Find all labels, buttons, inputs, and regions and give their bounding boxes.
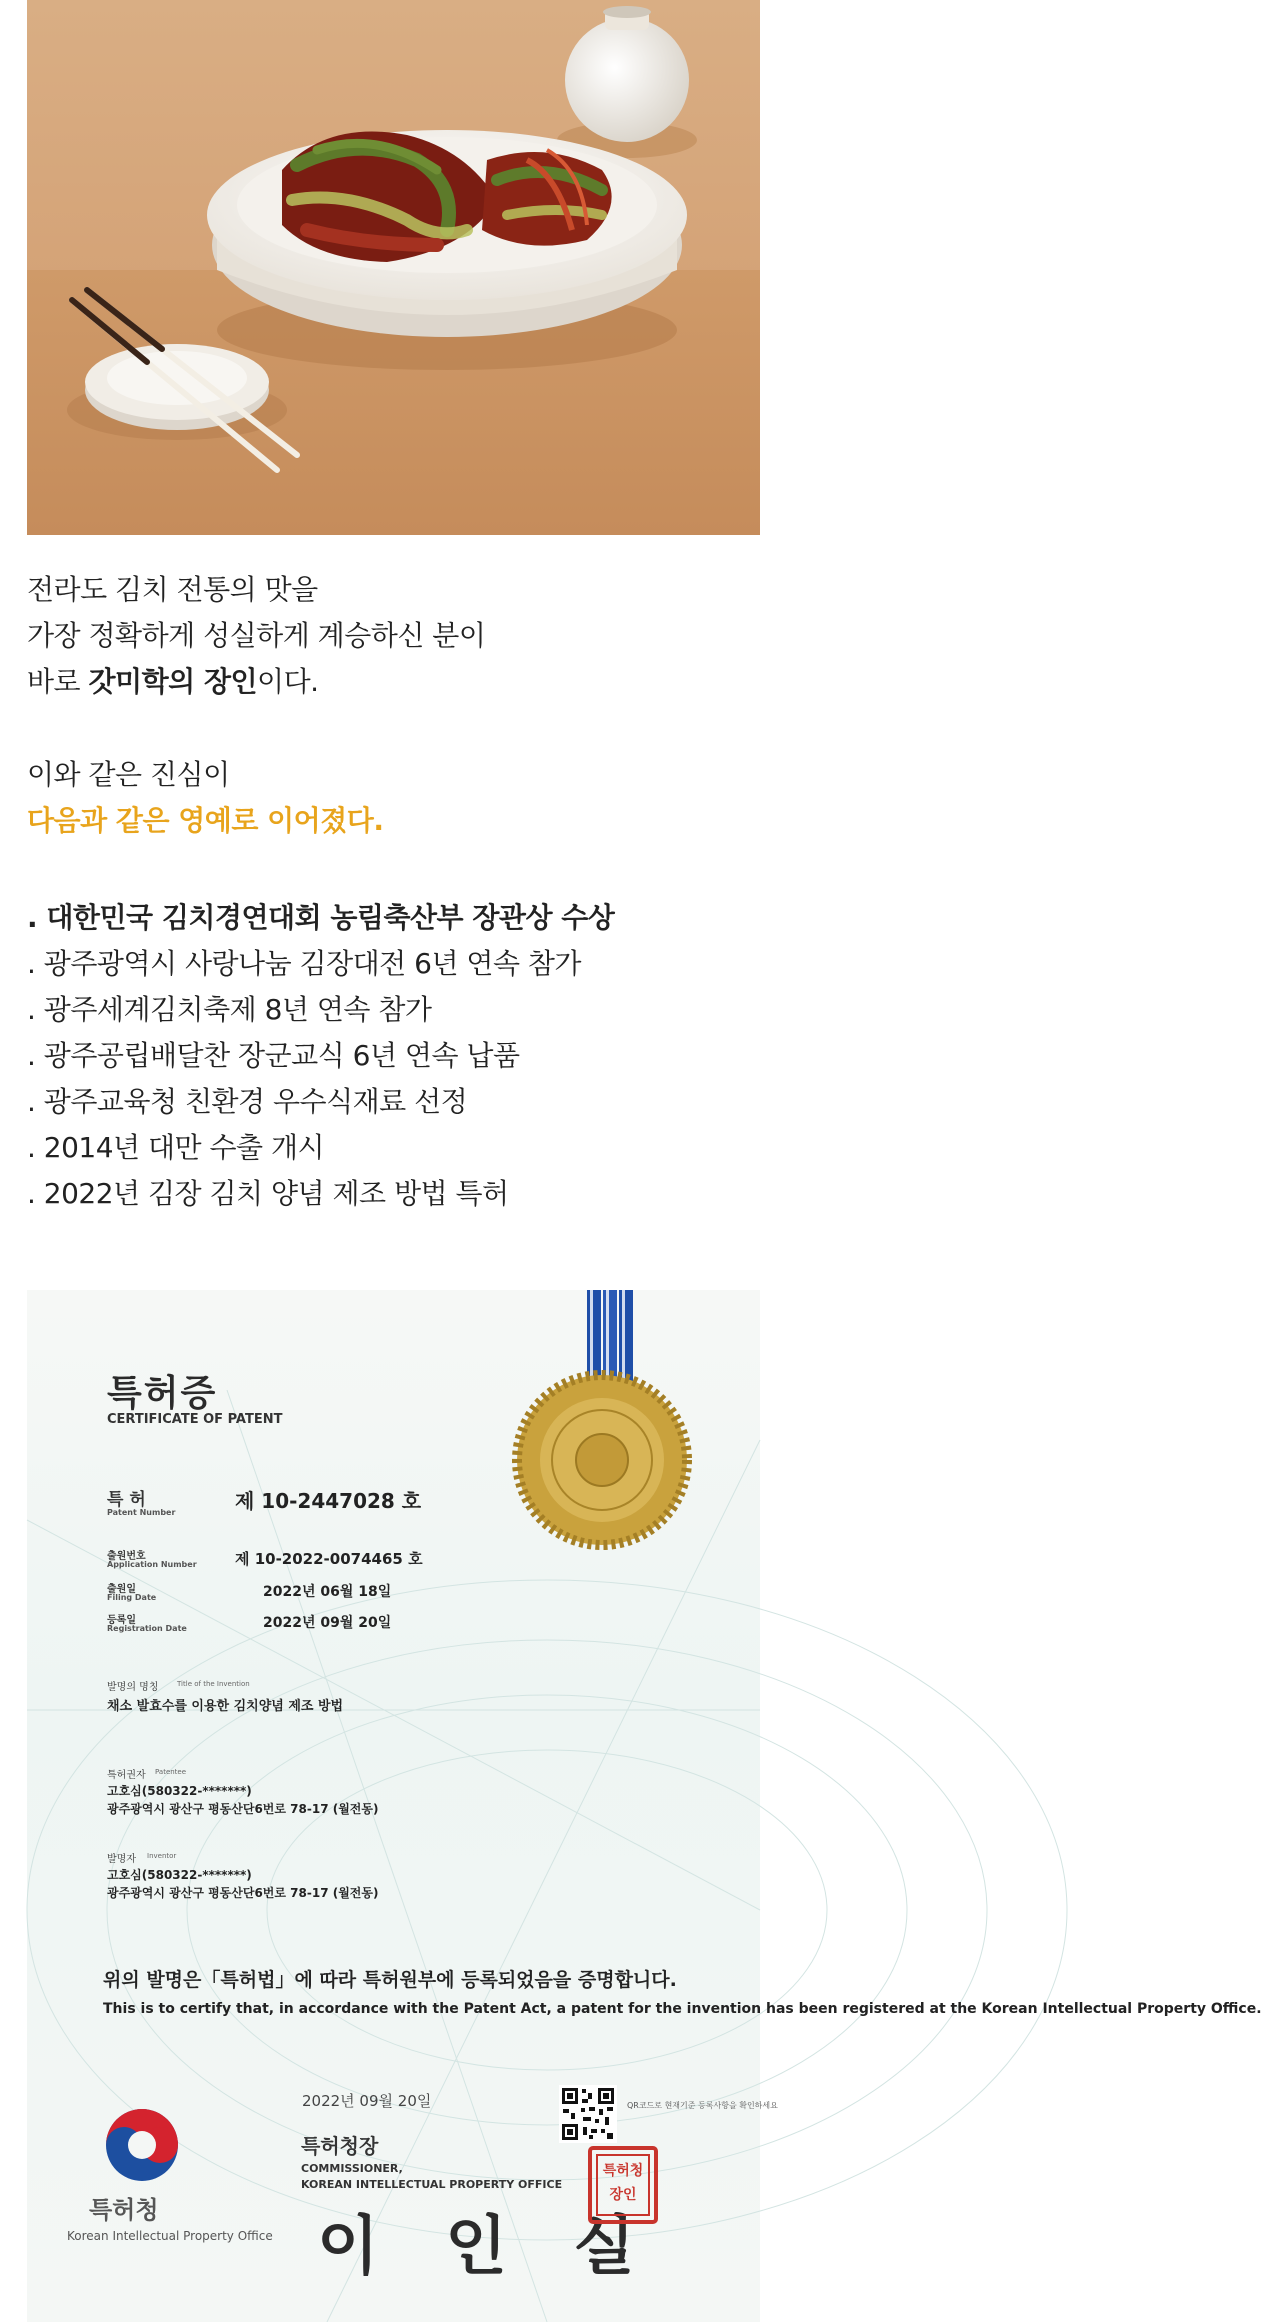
filing-date-label-en: Filing Date [107, 1593, 157, 1602]
honor-item: . 광주세계김치축제 8년 연속 참가 [27, 993, 432, 1026]
honor-intro-line-2: 다음과 같은 영예로 이어졌다. [27, 804, 384, 837]
inventor-label: 발명자 [107, 1854, 136, 1865]
gold-seal [517, 1375, 687, 1545]
honors-list [27, 895, 614, 1217]
registration-date-label: 등록일 [107, 1615, 136, 1626]
blue-ribbon [587, 1290, 633, 1390]
honor-intro-line-1: 이와 같은 진심이 [27, 758, 230, 791]
artisan-name: 갓미학의 장인 [88, 665, 258, 698]
patentee-name: 고호심(580322-*******) [107, 1784, 252, 1798]
certification-statement-ko: 위의 발명은「특허법」에 따라 특허원부에 등록되었음을 증명합니다. [103, 1969, 677, 1991]
honor-item: . 대한민국 김치경연대회 농림축산부 장관상 수상 [27, 901, 615, 934]
application-label: 출원번호 [107, 1551, 146, 1562]
kimchi-hero-photo [27, 0, 760, 535]
intro-text [27, 567, 485, 705]
invention-title: 채소 발효수를 이용한 김치양념 제조 방법 [107, 1699, 344, 1714]
honor-item: . 2014년 대만 수출 개시 [27, 1131, 325, 1164]
commissioner-title: 특허청장 [301, 2134, 379, 2158]
qr-code-icon [559, 2085, 617, 2143]
issue-date: 2022년 09월 20일 [302, 2092, 432, 2110]
honor-intro-text [27, 752, 383, 844]
qr-code-note: QR코드로 현재기준 등록사항을 확인하세요 [627, 2101, 778, 2110]
invention-title-label: 발명의 명칭 [107, 1682, 159, 1693]
application-number: 제 10-2022-0074465 호 [235, 1550, 423, 1568]
inventor-label-en: Inventor [147, 1852, 177, 1860]
registration-date-label-en: Registration Date [107, 1624, 187, 1633]
invention-title-label-en: Title of the Invention [177, 1680, 250, 1688]
intro-line-3 [27, 659, 485, 705]
kipo-logo-icon [102, 2105, 182, 2185]
filing-date-label: 출원일 [107, 1584, 136, 1595]
intro-line-2: 가장 정확하게 성실하게 계승하신 분이 [27, 619, 486, 652]
honor-item: . 광주광역시 사랑나눔 김장대전 6년 연속 참가 [27, 947, 581, 980]
inventor-address: 광주광역시 광산구 평동산단6번로 78-17 (월전동) [107, 1886, 379, 1900]
registration-date: 2022년 09월 20일 [263, 1615, 392, 1631]
application-label-en: Application Number [107, 1560, 197, 1569]
commissioner-title-en: COMMISSIONER, KOREAN INTELLECTUAL PROPERTY OFFICE [301, 2162, 563, 2191]
patent-certificate [27, 1290, 1262, 2322]
honor-item: . 광주공립배달찬 장군교식 6년 연속 납품 [27, 1039, 520, 1072]
stamp-text-line-1: 특허청 [602, 2163, 644, 2179]
commissioner-signature: 이 인 실 [317, 2209, 658, 2284]
honor-item: . 광주교육청 친환경 우수식재료 선정 [27, 1085, 468, 1118]
inventor-name: 고호심(580322-*******) [107, 1868, 252, 1882]
intro-line-3-prefix: 바로 [27, 665, 89, 698]
intro-line-1: 전라도 김치 전통의 맛을 [27, 573, 318, 606]
patentee-label-en: Patentee [155, 1768, 187, 1776]
stamp-text-line-2: 장인 [609, 2187, 637, 2203]
certification-statement-en: This is to certify that, in accordance with the Patent Act, a patent for the invention has been registered at the Korean Intellectual Property Office. [103, 2001, 1262, 2017]
intro-line-3-suffix: 이다. [257, 665, 319, 698]
office-name: 특허청 [89, 2196, 159, 2224]
white-vase [565, 6, 689, 142]
certificate-title: 특허증 [107, 1373, 218, 1414]
patent-number: 제 10-2447028 호 [235, 1489, 422, 1513]
patent-number-label-en: Patent Number [107, 1508, 176, 1517]
official-red-stamp [587, 2145, 659, 2225]
patentee-label: 특허권자 [107, 1770, 146, 1781]
patent-number-label: 특 허 [107, 1490, 146, 1510]
office-name-en: Korean Intellectual Property Office [67, 2229, 273, 2243]
filing-date: 2022년 06월 18일 [263, 1584, 392, 1600]
kimchi-dish-illustration [27, 0, 760, 535]
certificate-subtitle: CERTIFICATE OF PATENT [107, 1412, 283, 1427]
patentee-address: 광주광역시 광산구 평동산단6번로 78-17 (월전동) [107, 1802, 379, 1816]
honor-item: . 2022년 김장 김치 양념 제조 방법 특허 [27, 1177, 509, 1210]
